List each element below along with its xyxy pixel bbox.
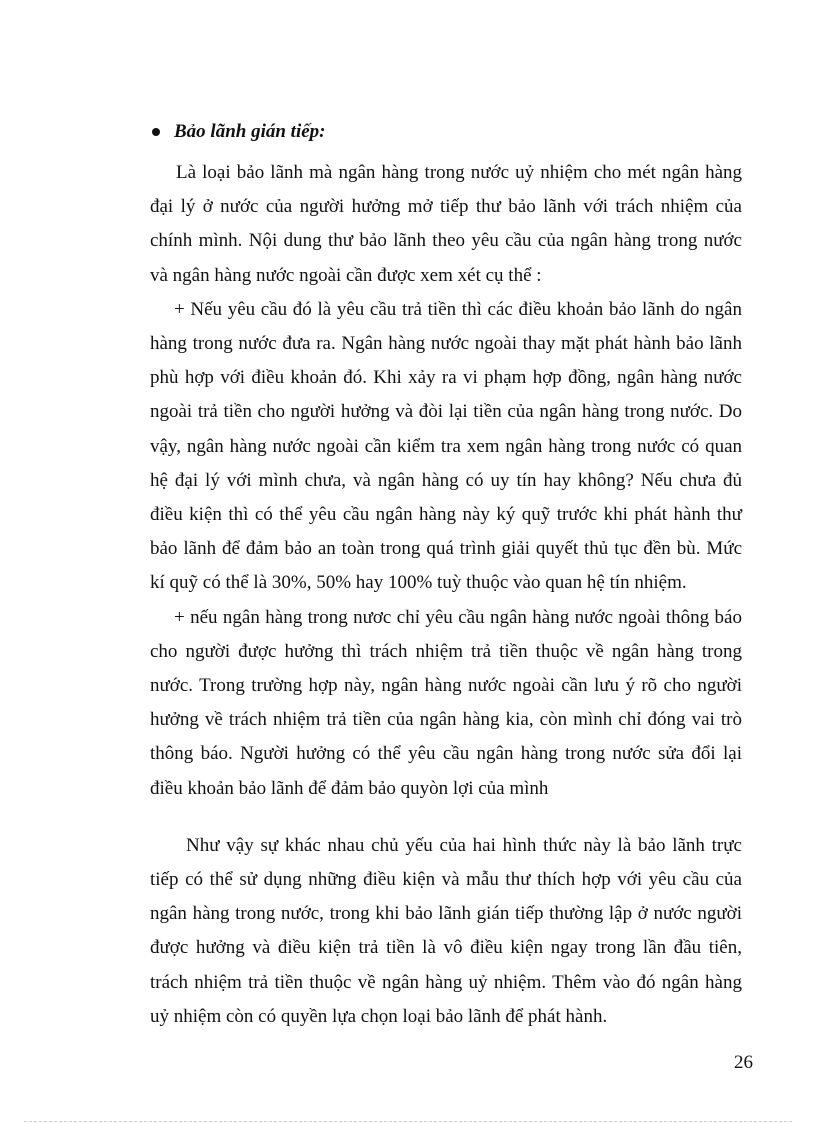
section-heading [152, 118, 326, 146]
paragraph-payment-request: + Nếu yêu cầu đó là yêu cầu trả tiền thì các điều khoản bảo lãnh do ngân hàng trong nước đưa ra. Ngân hàng nước ngoài thay mặt phát hành bảo lãnh phù hợp với điều khoản đó. Khi xảy ra vi phạm hợp đồng, ngân hàng nước ngoài trả tiền cho người hưởng và đòi lại tiền của ngân hàng trong nước. Do vậy, ngân hàng nước ngoài cần kiểm tra xem ngân hàng trong nước có quan hệ đại lý với mình chưa, và ngân hàng có uy tín hay không? Nếu chưa đủ điều kiện thì có thể yêu cầu ngân hàng này ký quỹ trước khi phát hành thư bảo lãnh để đảm bảo an toàn trong quá trình giải quyết thủ tục đền bù. Mức kí quỹ có thể là 30%, 50% hay 100% tuỳ thuộc vào quan hệ tín nhiệm. [150, 298, 742, 594]
bullet-icon [152, 128, 160, 136]
paragraph-comparison: Như vậy sự khác nhau chủ yếu của hai hình thức này là bảo lãnh trực tiếp có thể sử dụng những điều kiện và mẫu thư thích hợp với yêu cầu của ngân hàng trong nước, trong khi bảo lãnh gián tiếp thường lập ở nước người được hưởng và điều kiện trả tiền là vô điều kiện ngay trong lần đầu tiên, trách nhiệm trả tiền thuộc về ngân hàng uỷ nhiệm. Thêm vào đó ngân hàng uỷ nhiệm còn có quyền lựa chọn loại bảo lãnh để phát hành. [150, 834, 742, 1027]
page-divider [24, 1121, 792, 1122]
paragraph-notification-request: + nếu ngân hàng trong nươc chỉ yêu cầu ngân hàng nước ngoài thông báo cho người được hưởng thì trách nhiệm trả tiền thuộc về ngân hàng trong nước. Trong trường hợp này, ngân hàng nước ngoài cần lưu ý rõ cho người hưởng về trách nhiệm trả tiền của ngân hàng kia, còn mình chỉ đóng vai trò thông báo. Người hưởng có thể yêu cầu ngân hàng trong nước sửa đổi lại điều khoản bảo lãnh để đảm bảo quyòn lợi của mình [150, 606, 742, 799]
page-number: 26 [734, 1052, 753, 1073]
paragraph-definition: Là loại bảo lãnh mà ngân hàng trong nước uỷ nhiệm cho mét ngân hàng đại lý ở nước của người hưởng mở tiếp thư bảo lãnh với trách nhiệm của chính mình. Nội dung thư bảo lãnh theo yêu cầu của ngân hàng trong nước và ngân hàng nước ngoài cần được xem xét cụ thể : [150, 162, 742, 286]
section-heading-text: Bảo lãnh gián tiếp: [174, 121, 326, 142]
document-body [150, 156, 742, 1034]
